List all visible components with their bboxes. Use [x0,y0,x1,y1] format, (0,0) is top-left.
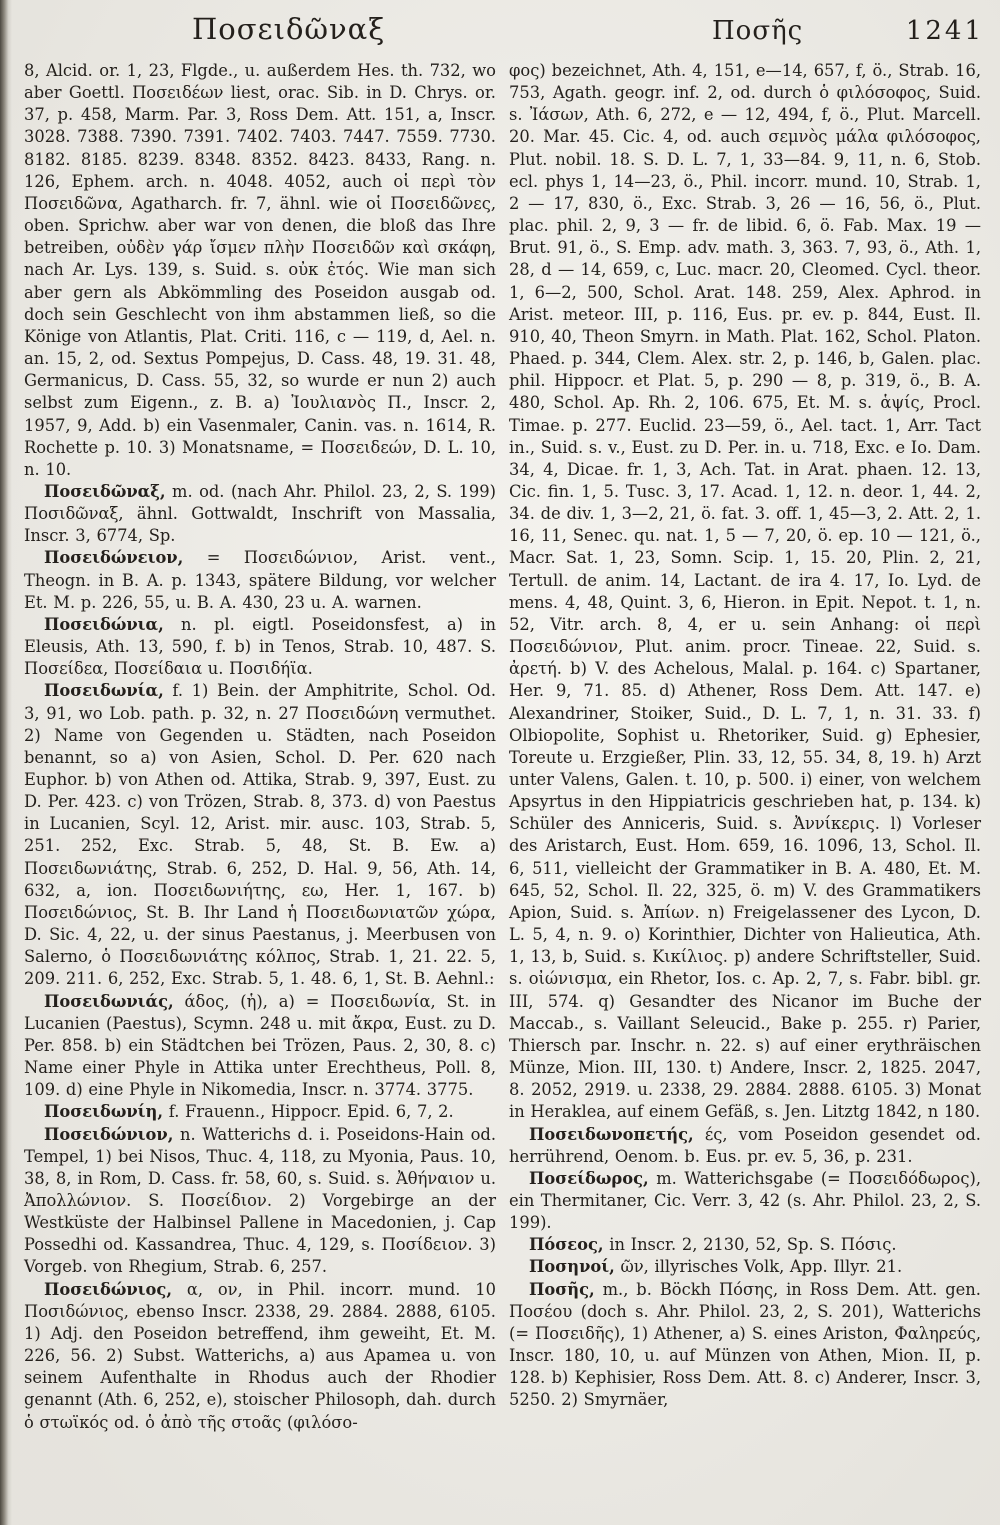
entry-text: α, ον, in Phil. incorr. mund. 10 Ποσιδώνιος, ebenso Inscr. 2338, 29. 2884. 2888, 6105. 1) Adj. den Poseidon betreffend, ihm geweiht, Et. M. 226, 56. 2) Subst. Watterichs, a) aus Apamea u. von seinem Aufenthalte in Rhodus auch der Rhodier genannt (Ath. 6, 252, e), stoischer Philosoph, dah. durch ὁ στωϊκός od. ὁ ἀπὸ τῆς στοᾶς (φιλόσο- [24,1279,496,1432]
entry-text: in Inscr. 2, 2130, 52, Sp. S. Πόσις. [609,1235,897,1255]
entry-text: f. 1) Bein. der Amphitrite, Schol. Od. 3, 91, wo Lob. path. p. 32, n. 27 Ποσειδώνη vermuthet. 2) Name von Gegenden u. Städten, nach Poseidon benannt, so a) von Asien, Schol. D. Per. 620 nach Euphor. b) von Athen od. Attika, Strab. 9, 397, Eust. zu D. Per. 423. c) von Trözen, Strab. 8, 373. d) von Paestus in Lucanien, Scyl. 12, Arist. mir. ausc. 103, Strab. 5, 251. 252, Exc. Strab. 5, 48, St. B. Ew. a) Ποσειδωνιάτης, Strab. 6, 252, D. Hal. 9, 56, Ath. 14, 632, a, ion. Ποσειδωνιήτης, εω, Her. 1, 167. b) Ποσειδώνιος, St. B. Ihr Land ἡ Ποσειδωνιατῶν χώρα, D. Sic. 4, 22, u. der sinus Paestanus, j. Meerbusen von Salerno, ὁ Ποσειδωνιάτης κόλπος, Strab. 1, 21. 22. 5, 209. 211. 6, 252, Exc. Strab. 5, 1. 48. 6, 1, St. B. Aehnl.: [24,681,496,989]
running-head-left-title: Ποσειδῶναξ [192,12,386,46]
entry-lemma: Ποσειδώνιος, [44,1279,172,1299]
dictionary-entry-continuation [509,60,981,1124]
dictionary-entry [24,1279,496,1434]
dictionary-entry-continuation [24,60,496,481]
entry-text: άδος, (ἡ), a) = Ποσειδωνία, St. in Lucanien (Paestus), Scymn. 248 u. mit ἄκρα, Eust. zu D. Per. 858. b) ein Städtchen bei Trözen, Paus. 2, 30, 8. c) Name einer Phyle in Attika unter Erechtheus, Poll. 8, 109. d) eine Phyle in Nikomedia, Inscr. n. 3774. 3775. [24,991,496,1100]
entry-text: n. Watterichs d. i. Poseidons-Hain od. Tempel, 1) bei Nisos, Thuc. 4, 118, zu Myonia, Paus. 10, 38, 8, in Rom, D. Cass. fr. 58, 60, s. Suid. s. Ἀθήναιον u. Ἀπολλώνιον. S. Ποσείδιον. 2) Vorgebirge an der Westküste der Halbinsel Pallene in Macedonien, j. Cap Possedhi od. Kassandrea, Thuc. 4, 129, s. Ποσίδειον. 3) Vorgeb. von Rhegium, Strab. 6, 257. [24,1124,496,1277]
entry-lemma: Ποσειδωνίη, [44,1102,164,1122]
entry-text: m. Watterichsgabe (= Ποσειδόδωρος), ein Thermitaner, Cic. Verr. 3, 42 (s. Ahr. Philol. 23, 2, S. 199). [509,1168,981,1233]
entry-lemma: Ποσειδώνιον, [44,1124,174,1144]
running-head-right-title: Ποσῆς [712,16,804,46]
entry-lemma: Ποσειδώνειον, [44,548,184,568]
entry-text: f. Frauenn., Hippocr. Epid. 6, 7, 2. [168,1102,454,1122]
dictionary-entry [24,680,496,990]
dictionary-entry [24,1124,496,1279]
entry-lemma: Ποσειδωνοπετής, [529,1124,694,1144]
entry-lemma: Ποσηνοί, [529,1257,615,1277]
dictionary-entry [509,1124,981,1168]
dictionary-entry [509,1234,981,1256]
entry-lemma: Ποσείδωρος, [529,1168,649,1188]
left-column [24,60,496,1434]
dictionary-entry [24,547,496,613]
book-gutter-shadow [0,0,12,1525]
entry-text: = Ποσειδώνιον, Arist. vent., Theogn. in B. A. p. 1343, spätere Bildung, vor welcher Et. M. p. 226, 55, u. B. A. 430, 23 u. A. warnen. [24,548,496,612]
dictionary-entry [24,1101,496,1123]
dictionary-entry [509,1279,981,1412]
right-column [509,60,981,1434]
entry-text: 8, Alcid. or. 1, 23, Flgde., u. außerdem Hes. th. 732, wo aber Goettl. Ποσειδέων liest, orac. Sib. in D. Chrys. or. 37, p. 458, Marm. Par. 3, Ross Dem. Att. 151, a, Inscr. 3028. 7388. 7390. 7391. 7402. 7403. 7447. 7559. 7730. 8182. 8185. 8239. 8348. 8352. 8423. 8433, Rang. n. 126, Ephem. arch. n. 4048. 4052, auch οἱ περὶ τὸν Ποσειδῶνα, Agatharch. fr. 7, ähnl. wie οἱ Ποσειδῶνες, oben. Sprichw. aber war von denen, die bloß das Ihre betreiben, οὐδὲν γάρ ἴσμεν πλὴν Ποσειδῶν καὶ σκάφη, nach Ar. Lys. 139, s. Suid. s. οὐκ ἐτός. Wie man sich aber gern als Abkömmling des Poseidon ausgab od. doch sein Geschlecht von ihm abstammen ließ, so die Könige von Atlantis, Plat. Criti. 116, c — 119, d, Ael. n. an. 15, 2, od. Sextus Pompejus, D. Cass. 48, 19. 31. 48, Germanicus, D. Cass. 55, 32, so wurde er nun 2) auch selbst zum Eigenn., z. B. a) Ἰουλιανὸς Π., Inscr. 2, 1957, 9, Add. b) ein Vasenmaler, Canin. vas. n. 1614, R. Rochette p. 10. 3) Monatsname, = Ποσειδεών, D. L. 10, n. 10. [24,61,496,479]
entry-text: ές, vom Poseidon gesendet od. herrührend, Oenom. b. Eus. pr. ev. 5, 36, p. 231. [509,1124,981,1166]
entry-lemma: Ποσειδῶναξ, [44,481,166,501]
page-number: 1241 [905,16,984,46]
text-columns [0,58,1000,1434]
entry-text: φος) bezeichnet, Ath. 4, 151, e—14, 657, f, ö., Strab. 16, 753, Agath. geogr. inf. 2, od. durch ὁ φιλόσοφος, Suid. s. Ἰάσων, Ath. 6, 272, e — 12, 494, f, ö., Plut. Marcell. 20. Mar. 45. Cic. 4, od. auch σεμνὸς μάλα φιλόσοφος, Plut. nobil. 18. S. D. L. 7, 1, 33—84. 9, 11, n. 6, Stob. ecl. phys 1, 14—23, ö., Phil. incorr. mund. 10, Strab. 1, 2 — 17, 830, ö., Exc. Strab. 3, 26 — 16, 56, ö., Plut. plac. phil. 2, 9, 3 — fr. de libid. 6, ö. Fab. Max. 19 — Brut. 91, ö., S. Emp. adv. math. 3, 363. 7, 93, ö., Ath. 1, 28, d — 14, 659, c, Luc. macr. 20, Cleomed. Cycl. theor. 1, 6—2, 500, Schol. Arat. 148. 259, Alex. Aphrod. in Arist. meteor. III, p. 116, Eus. pr. ev. p. 844, Eust. Il. 910, 40, Theon Smyrn. in Math. Plat. 162, Schol. Platon. Phaed. p. 344, Clem. Alex. str. 2, p. 146, b, Galen. plac. phil. Hippocr. et Plat. 5, p. 290 — 8, p. 319, ö., B. A. 480, Schol. Ap. Rh. 2, 106. 675, Et. M. s. ἁψίς, Procl. Timae. p. 277. Euclid. 23—59, ö., Ael. tact. 1, Arr. Tact in., Suid. s. v., Eust. zu D. Per. in. u. 718, Exc. e Io. Dam. 34, 4, Dicae. fr. 1, 3, Ach. Tat. in Arat. phaen. 12. 13, Cic. fin. 1, 5. Tusc. 3, 17. Acad. 1, 12. n. deor. 1, 44. 2, 34. de div. 1, 3—2, 21, ö. fat. 3. off. 1, 45—3, 2. Att. 2, 1. 16, 11, Senec. qu. nat. 1, 5 — 7, 20, ö. ep. 10 — 121, ö., Macr. Sat. 1, 23, Somn. Scip. 1, 15. 20, Plin. 2, 21, Tertull. de anim. 14, Lactant. de ira 4. 17, Io. Lyd. de mens. 4, 48, Quint. 3, 6, Hieron. in Epit. Nepot. t. 1, n. 52, Vitr. arch. 8, 4, er u. sein Anhang: οἱ περὶ Ποσειδώνιον, Plut. anim. procr. Tineae. 22, Suid. s. ἀρετή. b) V. des Achelous, Malal. p. 164. c) Spartaner, Her. 9, 71. 85. d) Athener, Ross Dem. Att. 147. e) Alexandriner, Stoiker, Suid., D. L. 7, 1, n. 31. 33. f) Olbiopolite, Sophist u. Rhetoriker, Suid. g) Ephesier, Toreute u. Erzgießer, Plin. 33, 12, 55. 34, 8, 19. h) Arzt unter Valens, Galen. t. 10, p. 500. i) einer, von welchem Apsyrtus in den Hippiatricis geschrieben hat, p. 134. k) Schüler des Anniceris, Suid. s. Ἀννίκερις. l) Vorleser des Aristarch, Eust. Hom. 659, 16. 1096, 13, Schol. Il. 6, 511, vielleicht der Grammatiker in B. A. 480, Et. M. 645, 52, Schol. Il. 22, 325, ö. m) V. des Grammatikers Apion, Suid. s. Ἀπίων. n) Freigelassener des Lycon, D. L. 5, 4, n. 9. o) Korinthier, Dichter von Halieutica, Ath. 1, 13, b, Suid. s. Κικίλιος. p) andere Schriftsteller, Suid. s. οἰώνισμα, ein Rhetor, Ios. c. Ap. 2, 7, s. Fabr. bibl. gr. III, 574. q) Gesandter des Nicanor im Buche der Maccab., s. Vaillant Seleucid., Bake p. 255. r) Parier, Thiersch par. Inschr. n. 22. s) auf einer erythräischen Münze, Mion. III, 130. t) Andere, Inscr. 2, 1825. 2047, 8. 2052, 2919. u. 2338, 29. 2884. 2888. 6105. 3) Monat in Heraklea, auf einem Gefäß, s. Jen. Litztg 1842, n 180. [509,61,981,1122]
entry-lemma: Ποσειδωνία, [44,681,164,701]
dictionary-entry [24,614,496,680]
entry-text: m. od. (nach Ahr. Philol. 23, 2, S. 199) Ποσιδῶναξ, ähnl. Gottwaldt, Inschrift von Massalia, Inscr. 3, 6774, Sp. [24,481,496,546]
entry-lemma: Ποσῆς, [529,1279,595,1299]
entry-text: m., b. Böckh Πόσης, in Ross Dem. Att. gen. Ποσέου (doch s. Ahr. Philol. 23, 2, S. 201), Watterichs (= Ποσειδῆς), 1) Athener, a) S. eines Ariston, Φαληρεύς, Inscr. 180, 10, u. auf Münzen von Athen, Mion. II, p. 128. b) Kephisier, Ross Dem. Att. 8. c) Anderer, Inscr. 3, 5250. 2) Smyrnäer, [509,1279,981,1410]
dictionary-entry [509,1256,981,1278]
entry-lemma: Πόσεος, [529,1235,604,1255]
entry-text: n. pl. eigtl. Poseidonsfest, a) in Eleusis, Ath. 13, 590, f. b) in Tenos, Strab. 10, 487. S. Ποσείδεα, Ποσείδαια u. Ποσιδήϊα. [24,614,496,679]
dictionary-entry [24,481,496,547]
entry-text: ῶν, illyrisches Volk, App. Illyr. 21. [620,1257,903,1277]
running-header [0,0,1000,58]
dictionary-entry [509,1168,981,1234]
dictionary-entry [24,991,496,1102]
entry-lemma: Ποσειδωνιάς, [44,991,174,1011]
entry-lemma: Ποσειδώνια, [44,614,164,634]
